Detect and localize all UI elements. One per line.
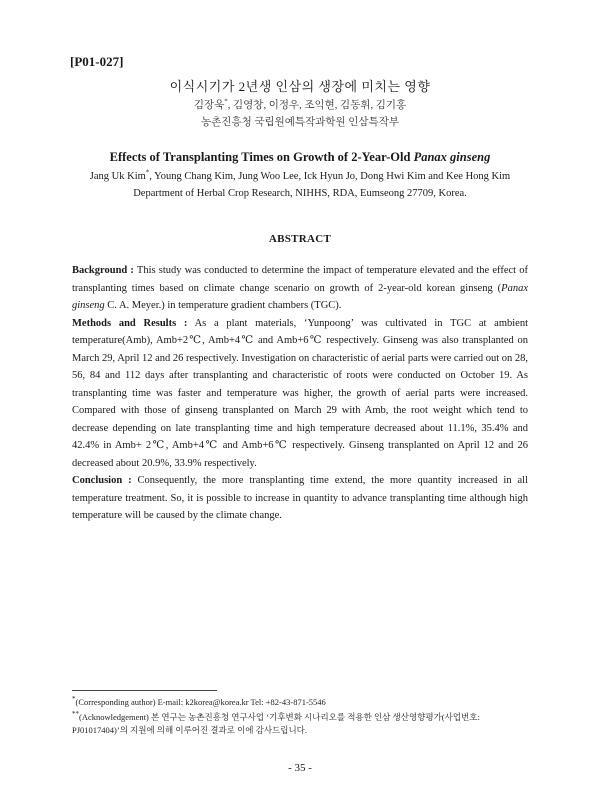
english-title-main: Effects of Transplanting Times on Growth of 2-Year-Old [109,150,411,164]
footnote-text-2: (Acknowledgement) 본 연구는 농촌진흥청 연구사업 ‘기후변화 시나리오를 적용한 인삼 생산영향평가(사업번호: PJ01017404)’의 지원에 의해 이루어진 결과로 이에 감사드립니다. [72,712,480,735]
korean-author-first: 김장욱 [193,100,225,111]
english-title-species: Panax ginseng [413,150,491,164]
conclusion-paragraph [72,472,528,525]
methods-paragraph [72,315,528,473]
conclusion-label: Conclusion : [72,475,132,486]
abstract-heading: ABSTRACT [268,233,332,245]
footnote-divider [72,690,217,691]
abstract-code: [P01-027] [70,54,124,69]
background-text-b: C. A. Meyer.) in temperature gradient chambers (TGC). [104,300,342,311]
english-title [0,150,600,165]
footnote-acknowledgement [72,711,528,737]
footnote-mark-1: * [72,695,76,704]
korean-title: 이식시기가 2년생 인삼의 생장에 미치는 영향 [169,79,431,94]
methods-text: As a plant materials, ‘Yunpoong’ was cultivated in TGC at ambient temperature(Amb), Amb+2℃, Amb+4℃ and Amb+6℃ respectively. Ginseng was also transplanted on March 29, April 12 and 26 respectively. Investigation on characteristic of aerial parts were carried out on 28, 56, 84 and 112 days after transplanting and characteristic of roots were conducted on October 19. As transplanting time was faster and temperature was higher, the growth of aerial parts were increased. Compared with those of ginseng transplanted on March 29 with Amb, the root weight which tend to decrease depending on late transplanting time and high temperature decreased about 11.1%, 35.4% and 42.4% in Amb+ 2℃, Amb+4℃ and Amb+6℃ respectively. Ginseng transplanted on April 12 and 26 decreased about 20.9%, 33.9% respectively. [72,317,528,469]
korean-corresponding-mark: * [224,97,228,106]
footnote-corresponding [72,696,528,709]
english-author-rest: , Young Chang Kim, Jung Woo Lee, Ick Hyun Jo, Dong Hwi Kim and Kee Hong Kim [149,171,511,182]
background-label: Background : [72,265,134,276]
english-authors [72,168,528,202]
footnote-text-1: (Corresponding author) E-mail: k2korea@korea.kr Tel: +82-43-871-5546 [75,697,326,707]
background-paragraph [72,262,528,315]
korean-authors [0,97,600,112]
background-text-a: This study was conducted to determine the impact of temperature elevated and the effect of transplanting times based on climate change scenario on growth of 2-year-old korean ginseng ( [72,265,528,294]
corresponding-mark: * [145,168,150,177]
page-number: - 35 - [288,762,312,774]
english-author-lead: Jang Uk Kim [89,171,146,182]
english-affiliation: Department of Herbal Crop Research, NIHHS, RDA, Eumseong 27709, Korea. [133,188,467,199]
abstract-body [72,262,528,525]
footnote-mark-2: ** [72,710,79,719]
methods-label: Methods and Results : [72,317,188,329]
korean-author-rest: , 김영창, 이정우, 조익현, 김동휘, 김기홍 [227,100,407,111]
conclusion-text: Consequently, the more transplanting time extend, the more quantity increased in all temperature treatment. So, it is possible to increase in quantity to advance transplanting time although high temperature will be caused by the climate change. [72,475,528,521]
korean-affiliation: 농촌진흥청 국립원예특작과학원 인삼특작부 [201,117,399,128]
background-species: Panax ginseng [72,282,528,311]
